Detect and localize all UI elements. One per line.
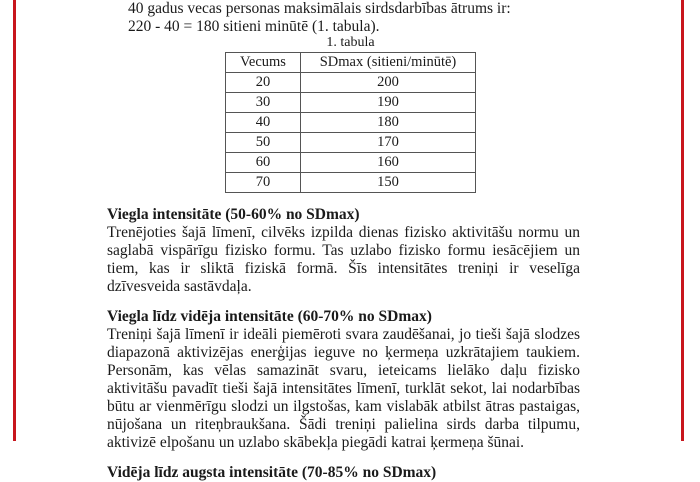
cell-age: 20: [226, 73, 301, 93]
cell-age: 50: [226, 133, 301, 153]
heart-rate-table: [225, 52, 476, 193]
intro-paragraph: [128, 0, 511, 35]
page-border-left: [13, 0, 16, 441]
cell-sdmax: 150: [301, 173, 476, 193]
cell-age: 70: [226, 173, 301, 193]
intro-line-1: 40 gadus vecas personas maksimālais sirdsdarbības ātrums ir:: [128, 0, 511, 17]
cell-sdmax: 180: [301, 113, 476, 133]
section-moderate-to-high-intensity: [107, 464, 580, 482]
section-light-to-moderate-intensity: [107, 308, 580, 452]
page-border-right: [681, 0, 684, 441]
table-caption: 1. tabula: [326, 35, 375, 50]
section-body: Trenējoties šajā līmenī, cilvēks izpilda dienas fizisko aktivitāšu normu un saglabā vispārīgu fizisko formu. Tas uzlabo fizisko formu iesācējiem un tiem, kas ir sliktā fiziskā formā. Šīs intensitātes treniņi ir veselīga dzīvesveida sastāvdaļa.: [107, 224, 580, 295]
section-body: Treniņi šajā līmenī ir ideāli piemēroti svara zaudēšanai, jo tieši šajā slodzes diapazonā aktivizējas enerģijas ieguve no ķermeņa uzkrātajiem taukiem. Personām, kas vēlas samazināt svaru, ieteicams lielāko daļu fizisko aktivitāšu pavadīt tieši šajā intensitātes līmenī, turklāt sekot, lai nodarbības būtu ar vienmērīgu slodzi un ilgstošas, kam vislabāk atbilst ātras pastaigas, nūjošana un riteņbraukšana. Šādi treniņi palielina sirds darba tilpumu, aktivizē elpošanu un uzlabo skābekļa piegādi katrai ķermeņa šūnai.: [107, 326, 580, 451]
cell-sdmax: 170: [301, 133, 476, 153]
table-row: [226, 113, 476, 133]
header-sdmax: SDmax (sitieni/minūtē): [301, 53, 476, 73]
table-row: [226, 133, 476, 153]
section-heading: Viegla līdz vidēja intensitāte (60-70% no SDmax): [107, 308, 432, 325]
table-row: [226, 153, 476, 173]
cell-sdmax: 200: [301, 73, 476, 93]
cell-sdmax: 190: [301, 93, 476, 113]
table-row: [226, 93, 476, 113]
cell-age: 60: [226, 153, 301, 173]
cell-age: 30: [226, 93, 301, 113]
section-heading: Viegla intensitāte (50-60% no SDmax): [107, 206, 360, 223]
table-row: [226, 173, 476, 193]
cell-sdmax: 160: [301, 153, 476, 173]
table-row: [226, 73, 476, 93]
header-age: Vecums: [226, 53, 301, 73]
section-light-intensity: [107, 206, 580, 296]
cell-age: 40: [226, 113, 301, 133]
section-heading: Vidēja līdz augsta intensitāte (70-85% no SDmax): [107, 464, 437, 481]
table-header-row: [226, 53, 476, 73]
intro-line-2: 220 - 40 = 180 sitieni minūtē (1. tabula).: [128, 17, 380, 35]
